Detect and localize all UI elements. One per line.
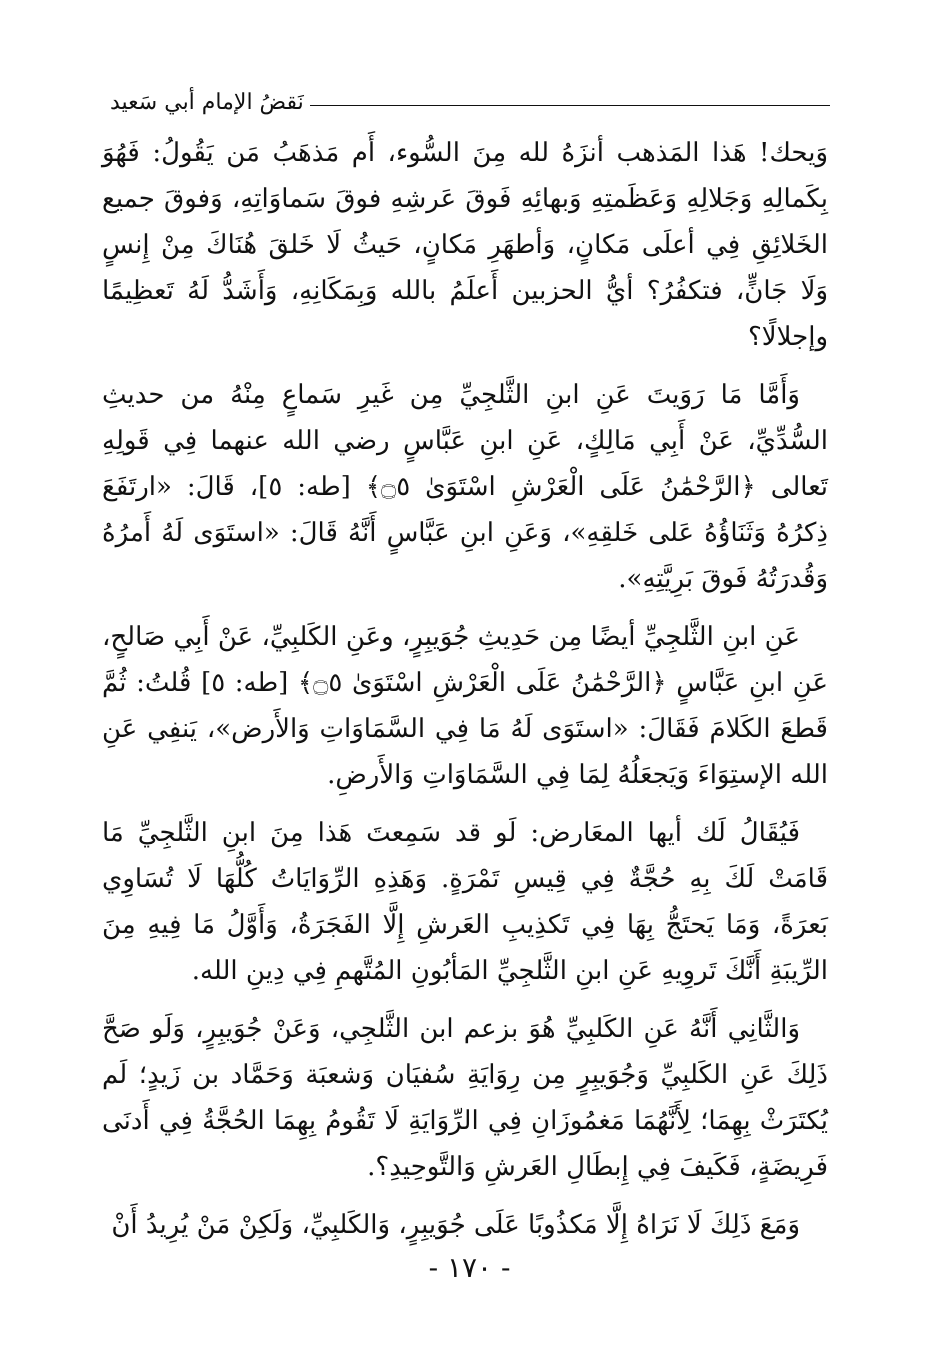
running-header bbox=[100, 78, 830, 118]
paragraph: فَيُقَالُ لَك أيها المعَارض: لَو قد سَمِعتَ هَذا مِنَ ابنِ الثَّلجِيِّ مَا قَامَتْ لَكَ بِهِ حُجَّةٌ فِي قِيسِ تَمْرَةٍ. وَهَذِهِ الرِّوَايَاتُ كُلُّهَا لَا تُسَاوِي بَعرَةً، وَمَا يَحتَجُّ بِهَا فِي تَكذِيبِ العَرشِ إِلَّا الفَجَرَةُ، وَأَوَّلُ مَا فِيهِ مِنَ الرِّيبَةِ أَنَّكَ تَروِيهِ عَنِ ابنِ الثَّلجِيِّ المَأبُونِ المُتَّهمِ فِي دِينِ الله. bbox=[102, 818, 828, 986]
body-text bbox=[102, 130, 828, 1260]
paragraph: وَأَمَّا مَا رَوَيتَ عَنِ ابنِ الثَّلجِيِّ مِن غَيرِ سَماعٍ مِنْهُ من حديثِ السُّدِّيِّ، عَنْ أَبِي مَالِكٍ، عَنِ ابنِ عَبَّاسٍ رضي الله عنهما فِي قَولِهِ تَعالى ﴿الرَّحْمَٰنُ عَلَى الْعَرْشِ اسْتَوَىٰ ۝٥﴾ [طه: ٥]، قَالَ: «ارتَفَعَ ذِكرُهُ وَثَنَاؤُهُ عَلى خَلقِهِ»، وَعَنِ ابنِ عَبَّاسٍ أَنَّهُ قَالَ: «استَوَى لَهُ أَمرُهُ وَقُدرَتُهُ فَوقَ بَرِيَّتِهِ». bbox=[102, 380, 828, 594]
paragraph: عَنِ ابنِ الثَّلجِيِّ أيضًا مِن حَدِيثِ جُوَيبِرٍ، وعَنِ الكَلبِيِّ، عَنْ أَبِي صَالحٍ، عَنِ ابنِ عَبَّاسٍ ﴿الرَّحْمَٰنُ عَلَى الْعَرْشِ اسْتَوَىٰ ۝٥﴾ [طه: ٥] قُلتُ: ثُمَّ قَطعَ الكَلامَ فَقَالَ: «استَوَى لَهُ مَا فِي السَّمَاوَاتِ وَالأَرض»، يَنفِي عَنِ الله الإستِوَاءَ وَيَجعَلُهُ لِمَا فِي السَّمَاوَاتِ وَالأَرضِ. bbox=[102, 622, 828, 790]
header-rule bbox=[310, 105, 830, 106]
paragraph: وَمَعَ ذَلِكَ لَا نَرَاهُ إِلَّا مَكذُوبًا عَلَى جُوَيبِرٍ، وَالكَلبِيِّ، وَلَكِنْ مَنْ يُرِيدُ أَنْ bbox=[111, 1210, 800, 1240]
paragraph: وَيحك! هَذا المَذهب أنزَهُ لله مِنَ السُّوء، أَم مَذهَبُ مَن يَقُولُ: فَهُوَ بِكَمالِهِ وَجَلالِهِ وَعَظَمتِهِ وَبهائِهِ فَوقَ عَرشِهِ فوقَ سَماوَاتِهِ، وَفوقَ جميع الخَلائِقِ فِي أعلَى مَكانٍ، وَأطهَرِ مَكانٍ، حَيثُ لَا خَلقَ هُنَاكَ مِنْ إِنسٍ وَلَا جَانٍّ، فتكفُرُ؟ أيُّ الحزبين أَعلَمُ بالله وَبِمَكَانِهِ، وَأَشَدُّ لَهُ تَعظِيمًا وإجلالًا؟ bbox=[102, 138, 828, 352]
running-title: نَقضُ الإمام أبي سَعيد bbox=[110, 90, 304, 115]
page-number: - ١٧٠ - bbox=[428, 1251, 511, 1284]
paragraph: وَالثَّانِي أَنَّهُ عَنِ الكَلبِيِّ هُوَ بزعم ابن الثَّلجِي، وَعَنْ جُوَيبِرٍ، وَلَو صَحَّ ذَلِكَ عَنِ الكَلبِيِّ وَجُوَيبِرٍ مِن رِوَايَةِ سُفيَان وَشعبَة وَحَمَّاد بن زَيدٍ؛ لَم يُكتَرَثْ بِهِمَا؛ لِأَنَّهُمَا مَغمُوزَانِ فِي الرِّوَايَةِ لَا تَقُومُ بِهِمَا الحُجَّةُ فِي أَدنَى فَرِيضَةٍ، فَكَيفَ فِي إِبطَالِ العَرشِ وَالتَّوحِيدِ؟. bbox=[102, 1014, 828, 1182]
